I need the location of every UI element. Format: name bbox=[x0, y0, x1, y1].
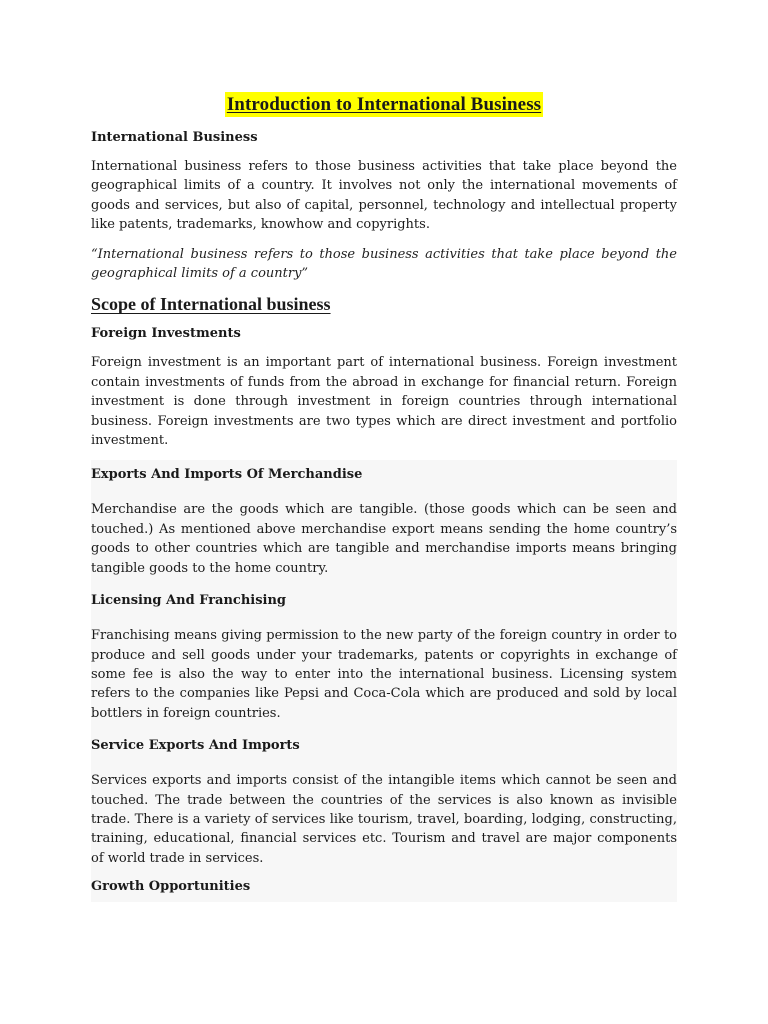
page-title: Introduction to International Business bbox=[226, 94, 542, 115]
licensing-paragraph: Franchising means giving permission to the new party of the foreign country in order to produce and sell goods under your trademarks, patents or copyrights in exchange of some fee is also the way to enter into the international business. Licensing system refers to the companies like Pepsi and Coca-Cola which are produced and sold by local bottlers in foreign countries. bbox=[91, 628, 677, 721]
licensing-heading: Licensing And Franchising bbox=[91, 593, 287, 609]
intro-heading: International Business bbox=[91, 130, 258, 145]
growth-heading: Growth Opportunities bbox=[91, 879, 251, 895]
exports-imports-paragraph: Merchandise are the goods which are tangible. (those goods which can be seen and touched.) As mentioned above merchandise export means sending the home country’s goods to other countries which are tangible and merchandise imports means bringing tangible goods to the home country. bbox=[91, 502, 677, 576]
definition-quote: “International business refers to those business activities that take place beyond the geographical limits of a country” bbox=[91, 246, 677, 282]
title-wrapper bbox=[91, 92, 677, 117]
foreign-investments-paragraph: Foreign investment is an important part of international business. Foreign investment contain investments of funds from the abroad in exchange for financial return. Foreign investment is done through investment in foreign countries through international business. Foreign investments are two types which are direct investment and portfolio investment. bbox=[91, 355, 677, 449]
service-exports-paragraph: Services exports and imports consist of the intangible items which cannot be seen and touched. The trade between the countries of the services is also known as invisible trade. There is a variety of services like tourism, travel, boarding, lodging, constructing, training, educational, financial services etc. Tourism and travel are major components of world trade in services. bbox=[91, 773, 677, 866]
document-page bbox=[91, 92, 677, 902]
shaded-section bbox=[91, 460, 677, 902]
intro-paragraph: International business refers to those business activities that take place beyond the geographical limits of a country. It involves not only the international movements of goods and services, but also of capital, personnel, technology and intellectual property like patents, trademarks, knowhow and copyrights. bbox=[91, 159, 677, 233]
exports-imports-heading: Exports And Imports Of Merchandise bbox=[91, 467, 363, 483]
foreign-investments-heading: Foreign Investments bbox=[91, 326, 241, 342]
scope-heading: Scope of International business bbox=[91, 294, 331, 315]
service-exports-heading: Service Exports And Imports bbox=[91, 738, 300, 754]
